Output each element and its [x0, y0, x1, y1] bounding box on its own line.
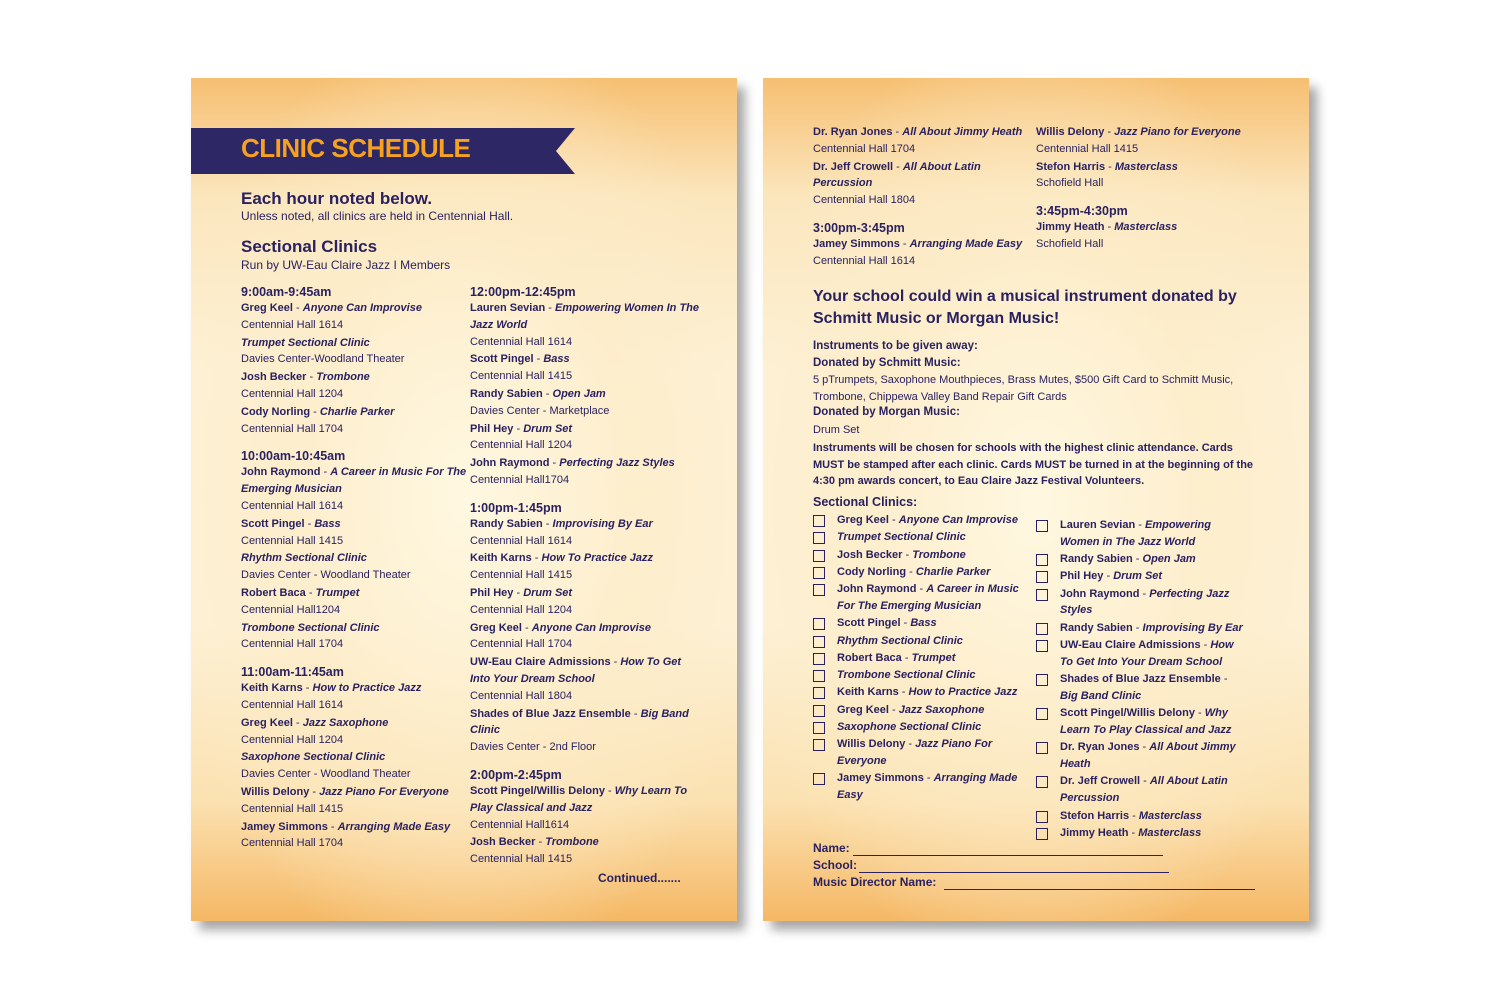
checkbox[interactable] — [813, 739, 825, 751]
clinic-title: Why Learn To Play Classical and Jazz — [470, 784, 688, 814]
clinic-location: Davies Center - Marketplace — [470, 404, 610, 417]
checklist-presenter: UW-Eau Claire Admissions — [1060, 639, 1201, 652]
clinic-presenter: Lauren Sevian — [470, 302, 546, 314]
checklist-title: Big Band Clinic — [1060, 689, 1142, 702]
clinic-title: Arranging Made Easy — [337, 820, 451, 833]
clinic-entry — [241, 749, 471, 783]
clinic-presenter: John Raymond — [470, 457, 550, 470]
clinic-location: Davies Center-Woodland Theater — [241, 353, 405, 366]
clinic-presenter: Randy Sabien — [470, 517, 543, 530]
checkbox[interactable] — [1036, 742, 1048, 754]
checkbox[interactable] — [1036, 520, 1048, 532]
checklist-title: Trombone — [912, 548, 966, 561]
checkbox[interactable] — [1036, 589, 1048, 601]
clinic-title: Masterclass — [1114, 221, 1178, 234]
checklist-title: Improvising By Ear — [1142, 621, 1243, 634]
clinic-title: All About Latin Percussion — [813, 160, 981, 190]
clinic-entry: Willis Delony - Jazz Piano For Everyone Centennial Hall 1415 — [241, 784, 471, 818]
clinic-title: Masterclass — [1114, 160, 1178, 173]
clinic-presenter: Greg Keel — [470, 621, 522, 634]
checkbox[interactable] — [1036, 674, 1048, 686]
clinic-location: Centennial Hall 1415 — [470, 569, 573, 582]
checklist-presenter: Stefon Harris — [1060, 809, 1130, 822]
checklist-item: Stefon Harris - Masterclass — [1036, 808, 1246, 825]
checklist-title: Jazz Saxophone — [898, 703, 985, 716]
checklist-presenter: Robert Baca — [837, 651, 902, 664]
name-label: Name: — [813, 841, 850, 855]
clinic-entry — [241, 620, 471, 654]
time-slot-heading: 9:00am-9:45am — [241, 285, 332, 299]
clinic-title: Charlie Parker — [319, 405, 395, 418]
clinic-title: How to Practice Jazz — [312, 682, 422, 695]
checklist-item — [813, 719, 1023, 736]
clinic-location: Centennial Hall 1704 — [813, 142, 916, 155]
clinic-location: Centennial Hall1704 — [470, 473, 570, 486]
checklist-item: Scott Pingel - Bass — [813, 615, 1023, 632]
clinic-presenter: Dr. Jeff Crowell — [813, 160, 894, 173]
clinic-entry: Scott Pingel - Bass Centennial Hall 1415 — [470, 351, 700, 385]
instruments-label: Instruments to be given away: — [813, 340, 978, 352]
clinic-title: How To Get Into Your Dream School — [470, 656, 682, 685]
clinic-presenter: John Raymond — [241, 466, 321, 479]
checklist-item: Jamey Simmons - Arranging Made Easy — [813, 770, 1023, 804]
time-slot-heading: 3:45pm-4:30pm — [1036, 204, 1128, 219]
checklist-item: Phil Hey - Drum Set — [1036, 568, 1246, 585]
clinic-location: Centennial Hall 1704 — [241, 837, 344, 850]
checklist-item: UW-Eau Claire Admissions - How To Get Into Your Dream School — [1036, 637, 1246, 671]
clinic-presenter: Jimmy Heath — [1036, 221, 1105, 234]
clinic-title: Drum Set — [523, 422, 573, 435]
clinic-presenter: Phil Hey — [470, 586, 514, 599]
clinic-entry: Jimmy Heath - Masterclass Schofield Hall — [1036, 219, 1266, 253]
clinic-title: Bass — [314, 517, 341, 530]
checklist-label: Sectional Clinics: — [813, 495, 918, 509]
clinic-entry: Jamey Simmons - Arranging Made Easy Centennial Hall 1614 — [813, 236, 1043, 270]
clinic-entry: Greg Keel - Anyone Can Improvise Centennial Hall 1614 — [241, 300, 471, 334]
time-slot-heading: 3:00pm-3:45pm — [813, 220, 905, 235]
clinic-title: Trombone Sectional Clinic — [241, 621, 380, 634]
checklist-title: Empowering Women in The Jazz World — [1060, 519, 1211, 548]
checkbox[interactable] — [1036, 554, 1048, 566]
clinic-location: Centennial Hall 1614 — [241, 318, 344, 331]
checkbox[interactable] — [1036, 640, 1048, 652]
clinic-entry — [241, 335, 471, 369]
checklist-title: Saxophone Sectional Clinic — [837, 721, 982, 734]
clinic-location: Centennial Hall 1204 — [470, 439, 573, 452]
clinic-title: Trumpet Sectional Clinic — [241, 336, 370, 349]
clinic-presenter: Cody Norling — [241, 405, 311, 418]
checkbox[interactable] — [1036, 708, 1048, 720]
checklist-item: Robert Baca - Trumpet — [813, 650, 1023, 667]
clinic-entry: John Raymond - A Career in Music For The Emerging Musician Centennial Hall 1614 — [241, 464, 471, 514]
clinic-presenter: Willis Delony — [1036, 126, 1105, 138]
clinic-entry: Stefon Harris - Masterclass Schofield Hall — [1036, 159, 1266, 193]
checklist-title: Open Jam — [1142, 553, 1196, 566]
clinic-location: Davies Center - Woodland Theater — [241, 768, 411, 781]
checklist-presenter: Scott Pingel — [837, 617, 901, 630]
clinic-location: Centennial Hall 1614 — [241, 698, 344, 711]
checklist-item: Willis Delony - Jazz Piano For Everyone — [813, 736, 1023, 770]
clinic-entry: Randy Sabien - Improvising By Ear Centennial Hall 1614 — [470, 516, 700, 550]
clinic-presenter: Dr. Ryan Jones — [813, 126, 893, 138]
checklist-presenter: Jamey Simmons — [837, 772, 924, 785]
clinic-presenter: Randy Sabien — [470, 387, 543, 400]
clinic-title: Improvising By Ear — [552, 517, 653, 530]
schmitt-label: Donated by Schmitt Music: — [813, 357, 961, 369]
clinic-location: Centennial Hall 1415 — [1036, 142, 1139, 155]
checklist-title: Rhythm Sectional Clinic — [837, 634, 963, 647]
continued-note: Continued....... — [598, 871, 681, 885]
checklist-title: How to Practice Jazz — [908, 686, 1018, 699]
checklist-title: Trombone Sectional Clinic — [837, 669, 976, 682]
checklist-presenter: Josh Becker — [837, 548, 903, 561]
schedule-right-column-continued — [1036, 124, 1266, 254]
checkbox[interactable] — [1036, 571, 1048, 583]
checklist-item: Greg Keel - Anyone Can Improvise — [813, 512, 1023, 529]
clinic-title: Arranging Made Easy — [909, 237, 1023, 250]
title-ribbon — [191, 128, 577, 174]
clinic-presenter: Keith Karns — [470, 552, 532, 565]
checklist-item: Greg Keel - Jazz Saxophone — [813, 702, 1023, 719]
director-label: Music Director Name: — [813, 875, 937, 889]
clinic-presenter: Shades of Blue Jazz Ensemble — [470, 707, 631, 720]
clinic-location: Centennial Hall1204 — [241, 603, 341, 616]
clinic-location: Schofield Hall — [1036, 237, 1104, 250]
checklist-item: Keith Karns - How to Practice Jazz — [813, 684, 1023, 701]
clinic-title: Bass — [543, 353, 570, 366]
clinic-title: Saxophone Sectional Clinic — [241, 751, 386, 764]
clinic-entry: John Raymond - Perfecting Jazz Styles Centennial Hall1704 — [470, 455, 700, 489]
checkbox[interactable] — [813, 636, 825, 648]
clinic-location: Davies Center - 2nd Floor — [470, 741, 596, 754]
clinic-presenter: Scott Pingel — [241, 517, 305, 530]
intro-subtext: Unless noted, all clinics are held in Centennial Hall. — [241, 209, 514, 223]
clinic-location: Centennial Hall 1204 — [241, 733, 344, 746]
clinic-entry: Greg Keel - Anyone Can Improvise Centennial Hall 1704 — [470, 620, 700, 654]
contest-page — [763, 78, 1309, 921]
checkbox[interactable] — [1036, 828, 1048, 840]
time-slot-heading: 2:00pm-2:45pm — [470, 767, 562, 782]
time-slot-heading: 12:00pm-12:45pm — [470, 285, 576, 299]
clinic-title: A Career in Music For The Emerging Musician — [241, 466, 467, 496]
clinic-entry: Cody Norling - Charlie Parker Centennial Hall 1704 — [241, 404, 471, 438]
clinic-entry: Robert Baca - Trumpet Centennial Hall1204 — [241, 585, 471, 619]
checklist-presenter: Lauren Sevian — [1060, 519, 1136, 531]
clinic-title: Trombone — [545, 836, 599, 849]
clinic-title: Anyone Can Improvise — [531, 621, 651, 634]
clinic-entry: Scott Pingel/Willis Delony - Why Learn To Play Classical and Jazz Centennial Hall1614 — [470, 783, 700, 833]
checklist-title: How To Get Into Your Dream School — [1060, 639, 1234, 668]
checklist-presenter: Greg Keel — [837, 703, 889, 716]
checklist-item: Josh Becker - Trombone — [813, 547, 1023, 564]
time-slot-heading: 10:00am-10:45am — [241, 449, 346, 464]
checklist-item: John Raymond - A Career in Music For The Emerging Musician — [813, 581, 1023, 615]
checkbox[interactable] — [1036, 811, 1048, 823]
clinic-location: Centennial Hall 1614 — [470, 335, 573, 348]
checkbox[interactable] — [813, 653, 825, 665]
checklist-item: John Raymond - Perfecting Jazz Styles — [1036, 586, 1246, 620]
clinic-presenter: UW-Eau Claire Admissions — [470, 656, 611, 669]
contest-rules: Instruments will be chosen for schools with the highest clinic attendance. Cards MUST be stamped after each clinic. Cards MUST be turned in at the beginning of the 4:30 pm awards concert, to Eau Claire Jazz Festival Volunteers. — [813, 442, 1254, 488]
clinic-location: Centennial Hall1614 — [470, 818, 570, 831]
morgan-items: Drum Set — [813, 424, 860, 436]
school-input[interactable] — [859, 872, 1169, 873]
checklist-item: Dr. Ryan Jones - All About Jimmy Heath — [1036, 739, 1246, 773]
clinic-location: Centennial Hall 1704 — [470, 638, 573, 651]
clinic-title: Anyone Can Improvise — [302, 302, 422, 314]
section-subtitle: Run by UW-Eau Claire Jazz I Members — [241, 258, 451, 272]
clinic-presenter: Jamey Simmons — [241, 820, 328, 833]
clinic-entry: Keith Karns - How To Practice Jazz Centennial Hall 1415 — [470, 550, 700, 584]
clinic-location: Centennial Hall 1614 — [813, 254, 916, 267]
clinic-title: Perfecting Jazz Styles — [559, 457, 675, 470]
clinic-location: Centennial Hall 1415 — [470, 853, 573, 866]
clinic-entry: Dr. Jeff Crowell - All About Latin Percussion Centennial Hall 1804 — [813, 159, 1043, 209]
school-label: School: — [813, 858, 857, 872]
clinic-presenter: Keith Karns — [241, 682, 303, 695]
clinic-location: Centennial Hall 1804 — [470, 689, 573, 702]
clinic-location: Centennial Hall 1704 — [241, 638, 344, 651]
checklist-item — [813, 633, 1023, 650]
time-slot-heading: 11:00am-11:45am — [241, 665, 344, 680]
checkbox[interactable] — [813, 618, 825, 630]
checklist-title: Masterclass — [1138, 809, 1202, 822]
checklist-presenter: Shades of Blue Jazz Ensemble — [1060, 673, 1221, 686]
checklist-item: Randy Sabien - Open Jam — [1036, 551, 1246, 568]
checkbox[interactable] — [813, 532, 825, 544]
checklist-right-column — [1036, 517, 1246, 842]
checkbox[interactable] — [813, 584, 825, 596]
checklist-item: Scott Pingel/Willis Delony - Why Learn To Play Classical and Jazz — [1036, 705, 1246, 739]
clinic-title: Open Jam — [552, 387, 606, 400]
checklist-left-column — [813, 512, 1023, 805]
schedule-left-column-continued — [813, 124, 1043, 271]
checklist-title: Trumpet Sectional Clinic — [837, 531, 966, 544]
checkbox[interactable] — [813, 722, 825, 734]
checklist-title: Arranging Made Easy — [837, 772, 1018, 802]
clinic-location: Centennial Hall 1415 — [241, 802, 344, 815]
clinic-entry: Greg Keel - Jazz Saxophone Centennial Hall 1204 — [241, 715, 471, 749]
clinic-location: Schofield Hall — [1036, 177, 1104, 190]
checklist-title: Jazz Piano For Everyone — [837, 738, 993, 768]
checkbox[interactable] — [813, 773, 825, 785]
checklist-title: Anyone Can Improvise — [898, 514, 1018, 526]
clinic-entry: Dr. Ryan Jones - All About Jimmy Heath Centennial Hall 1704 — [813, 124, 1043, 158]
checklist-title: Charlie Parker — [915, 565, 991, 578]
checklist-title: Why Learn To Play Classical and Jazz — [1060, 707, 1232, 737]
intro-heading: Each hour noted below. — [241, 189, 433, 208]
clinic-presenter: Josh Becker — [241, 371, 307, 384]
checklist-presenter: Scott Pingel/Willis Delony — [1060, 707, 1195, 720]
clinic-schedule-page — [191, 78, 737, 921]
clinic-entry: Josh Becker - Trombone Centennial Hall 1204 — [241, 369, 471, 403]
checklist-presenter: Dr. Jeff Crowell — [1060, 775, 1141, 788]
checkbox[interactable] — [813, 670, 825, 682]
checklist-item: Lauren Sevian - Empowering Women in The Jazz World — [1036, 517, 1246, 551]
page-title: CLINIC SCHEDULE — [241, 133, 471, 163]
checklist-item: Jimmy Heath - Masterclass — [1036, 825, 1246, 842]
schedule-left-column — [241, 285, 471, 853]
checkbox[interactable] — [813, 550, 825, 562]
clinic-title: Rhythm Sectional Clinic — [241, 552, 367, 565]
clinic-title: Big Band Clinic — [470, 707, 689, 737]
checklist-presenter: Phil Hey — [1060, 570, 1104, 583]
checklist-title: A Career in Music For The Emerging Musician — [837, 583, 1019, 612]
clinic-title: All About Jimmy Heath — [902, 126, 1023, 138]
clinic-entry: Lauren Sevian - Empowering Women In The Jazz World Centennial Hall 1614 — [470, 300, 700, 350]
clinic-title: How To Practice Jazz — [541, 552, 653, 565]
clinic-title: Trombone — [316, 371, 370, 384]
clinic-presenter: Greg Keel — [241, 302, 293, 314]
checklist-title: Perfecting Jazz Styles — [1060, 587, 1230, 617]
checklist-title: All About Latin Percussion — [1060, 775, 1228, 805]
clinic-location: Centennial Hall 1614 — [470, 534, 573, 547]
checklist-item: Randy Sabien - Improvising By Ear — [1036, 620, 1246, 637]
checklist-presenter: Jimmy Heath — [1060, 826, 1129, 839]
checklist-item — [813, 529, 1023, 546]
clinic-presenter: Stefon Harris — [1036, 160, 1106, 173]
clinic-presenter: Willis Delony — [241, 785, 310, 798]
clinic-entry: Josh Becker - Trombone Centennial Hall 1415 — [470, 834, 700, 868]
clinic-presenter: Greg Keel — [241, 716, 293, 729]
clinic-entry: Shades of Blue Jazz Ensemble - Big Band Clinic Davies Center - 2nd Floor — [470, 706, 700, 756]
clinic-location: Centennial Hall 1614 — [241, 499, 344, 512]
checklist-item: Dr. Jeff Crowell - All About Latin Percussion — [1036, 773, 1246, 807]
checkbox[interactable] — [813, 705, 825, 717]
clinic-location: Centennial Hall 1204 — [470, 603, 573, 616]
checklist-presenter: Randy Sabien — [1060, 553, 1133, 566]
clinic-title: Jazz Piano for Everyone — [1114, 126, 1241, 138]
checklist-presenter: John Raymond — [1060, 587, 1140, 600]
director-input[interactable] — [944, 889, 1255, 890]
clinic-title: Jazz Piano For Everyone — [319, 785, 449, 798]
checklist-presenter: Randy Sabien — [1060, 621, 1133, 634]
section-title: Sectional Clinics — [241, 237, 378, 256]
checklist-item: Shades of Blue Jazz Ensemble - Big Band Clinic — [1036, 671, 1246, 705]
checklist-item — [813, 667, 1023, 684]
clinic-title: Empowering Women In The Jazz World — [470, 302, 700, 331]
clinic-location: Centennial Hall 1804 — [813, 194, 916, 207]
clinic-presenter: Josh Becker — [470, 836, 536, 849]
checklist-presenter: Dr. Ryan Jones — [1060, 741, 1140, 754]
clinic-entry: Phil Hey - Drum Set Centennial Hall 1204 — [470, 421, 700, 455]
checkbox[interactable] — [813, 567, 825, 579]
checklist-title: All About Jimmy Heath — [1060, 741, 1236, 771]
schedule-right-column — [470, 285, 700, 869]
clinic-entry: Scott Pingel - Bass Centennial Hall 1415 — [241, 516, 471, 550]
clinic-entry: Jamey Simmons - Arranging Made Easy Centennial Hall 1704 — [241, 819, 471, 853]
checkbox[interactable] — [1036, 776, 1048, 788]
checklist-presenter: John Raymond — [837, 583, 917, 596]
clinic-entry: Phil Hey - Drum Set Centennial Hall 1204 — [470, 585, 700, 619]
clinic-presenter: Scott Pingel — [470, 353, 534, 366]
clinic-title: Jazz Saxophone — [302, 716, 389, 729]
checklist-presenter: Greg Keel — [837, 514, 889, 526]
clinic-location: Centennial Hall 1704 — [241, 422, 344, 435]
clinic-presenter: Phil Hey — [470, 422, 514, 435]
contest-headline: Your school could win a musical instrument donated by Schmitt Music or Morgan Music! — [813, 288, 1237, 327]
clinic-presenter: Jamey Simmons — [813, 237, 900, 250]
clinic-entry: Keith Karns - How to Practice Jazz Centennial Hall 1614 — [241, 680, 471, 714]
checklist-presenter: Keith Karns — [837, 686, 899, 699]
clinic-location: Centennial Hall 1415 — [470, 370, 573, 383]
clinic-title: Drum Set — [523, 586, 573, 599]
checkbox[interactable] — [1036, 623, 1048, 635]
clinic-entry — [241, 550, 471, 584]
name-input[interactable] — [853, 855, 1163, 856]
clinic-presenter: Scott Pingel/Willis Delony — [470, 784, 605, 797]
checklist-title: Trumpet — [911, 651, 956, 664]
schmitt-items: 5 pTrumpets, Saxophone Mouthpieces, Brass Mutes, $500 Gift Card to Schmitt Music, Trombone, Chippewa Valley Band Repair Gift Cards — [813, 374, 1234, 403]
clinic-entry: Randy Sabien - Open Jam Davies Center - Marketplace — [470, 386, 700, 420]
checkbox[interactable] — [813, 515, 825, 527]
clinic-location: Davies Center - Woodland Theater — [241, 569, 411, 582]
checklist-title: Masterclass — [1138, 826, 1202, 839]
morgan-label: Donated by Morgan Music: — [813, 406, 960, 418]
checklist-presenter: Cody Norling — [837, 565, 907, 578]
checklist-title: Drum Set — [1113, 570, 1163, 583]
checkbox[interactable] — [813, 687, 825, 699]
checklist-title: Bass — [910, 617, 937, 630]
clinic-title: Trumpet — [315, 586, 360, 599]
clinic-location: Centennial Hall 1415 — [241, 534, 344, 547]
clinic-entry: Willis Delony - Jazz Piano for Everyone Centennial Hall 1415 — [1036, 124, 1266, 158]
checklist-presenter: Willis Delony — [837, 738, 906, 751]
clinic-entry: UW-Eau Claire Admissions - How To Get Into Your Dream School Centennial Hall 1804 — [470, 654, 700, 704]
clinic-location: Centennial Hall 1204 — [241, 387, 344, 400]
checklist-item: Cody Norling - Charlie Parker — [813, 564, 1023, 581]
time-slot-heading: 1:00pm-1:45pm — [470, 500, 562, 515]
clinic-presenter: Robert Baca — [241, 586, 306, 599]
